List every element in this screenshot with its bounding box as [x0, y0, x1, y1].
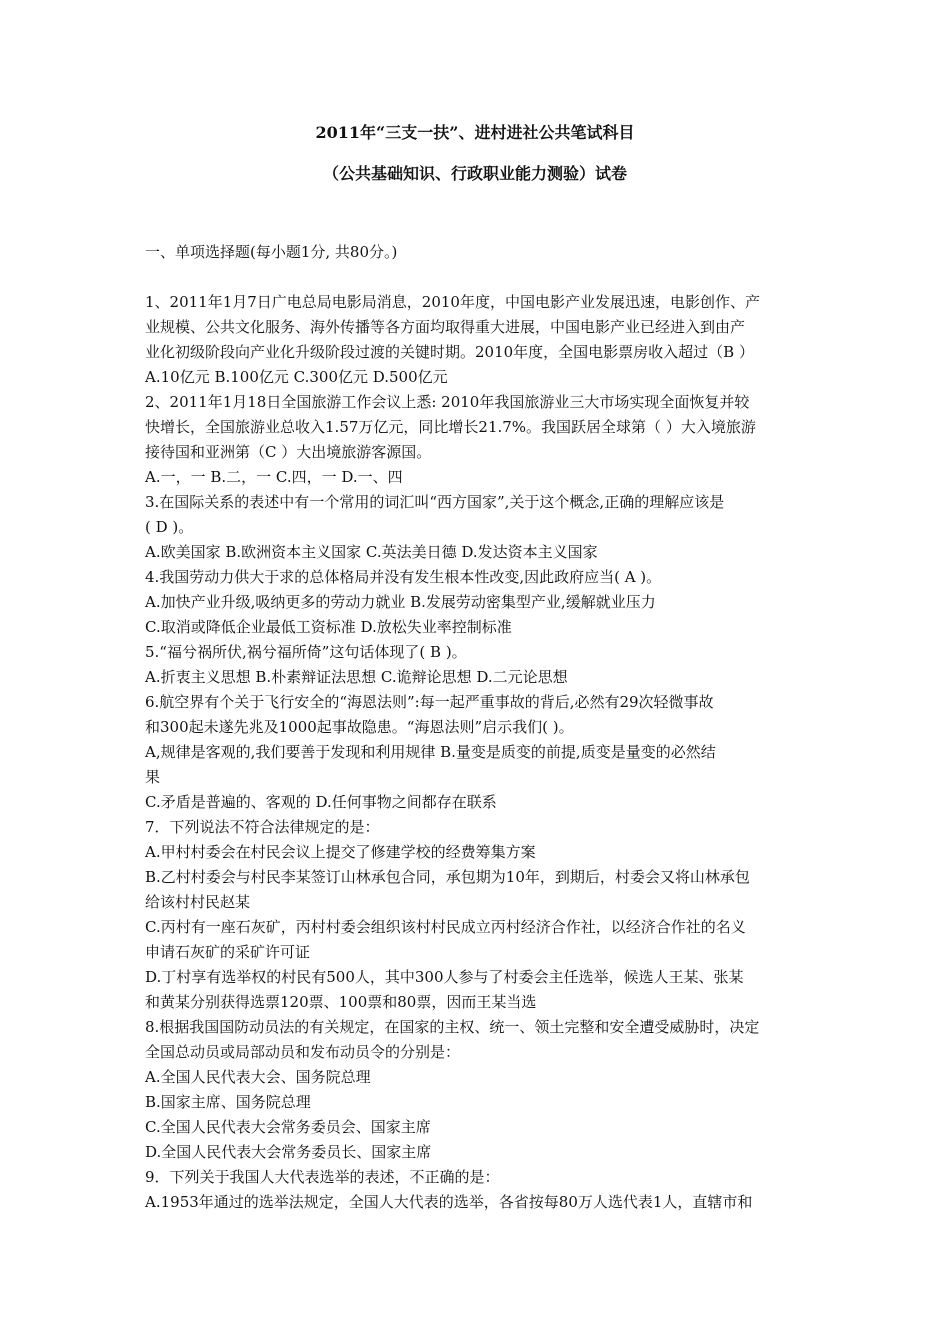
text-line: 果 — [145, 768, 161, 786]
text-line: 4.我国劳动力供大于求的总体格局并没有发生根本性改变,因此政府应当( A )。 — [145, 568, 662, 586]
text-line: B.乙村村委会与村民李某签订山林承包合同，承包期为10年，到期后，村委会又将山林承包 — [145, 868, 750, 886]
document-body — [145, 240, 815, 1215]
text-line: A.全国人民代表大会、国务院总理 — [145, 1068, 371, 1086]
text-line: A.甲村村委会在村民会议上提交了修建学校的经费筹集方案 — [145, 843, 536, 861]
text-line: D.丁村享有选举权的村民有500人，其中300人参与了村委会主任选举，候选人王某、张某 — [145, 968, 744, 986]
text-line: 和黄某分别获得选票120票、100票和80票，因而王某当选 — [145, 993, 537, 1011]
text-line: 给该村村民赵某 — [145, 893, 251, 911]
text-line: C.矛盾是普遍的、客观的 D.任何事物之间都存在联系 — [145, 793, 497, 811]
text-line: 业规模、公共文化服务、海外传播等各方面均取得重大进展，中国电影产业已经进入到由产 — [145, 318, 746, 336]
text-line: 5.“福兮祸所伏,祸兮福所倚”这句话体现了( B )。 — [145, 643, 467, 661]
text-line: 接待国和亚洲第（C ）大出境旅游客源国。 — [145, 443, 432, 461]
text-line: ( D )。 — [145, 518, 194, 536]
text-line: A.加快产业升级,吸纳更多的劳动力就业 B.发展劳动密集型产业,缓解就业压力 — [145, 593, 656, 611]
text-line: C.全国人民代表大会常务委员会、国家主席 — [145, 1118, 431, 1136]
spacer — [145, 265, 815, 290]
document-title-line-1: 2011年“三支一扶”、进村进社公共笔试科目 — [315, 123, 635, 142]
document-title-line-2: （公共基础知识、行政职业能力测验）试卷 — [322, 164, 627, 183]
text-line: A.10亿元 B.100亿元 C.300亿元 D.500亿元 — [145, 368, 448, 386]
question-text — [145, 290, 815, 1215]
text-line: A.欧美国家 B.欧洲资本主义国家 C.英法美日德 D.发达资本主义国家 — [145, 543, 598, 561]
text-line: C.取消或降低企业最低工资标准 D.放松失业率控制标准 — [145, 618, 512, 636]
text-line: 7．下列说法不符合法律规定的是： — [145, 818, 380, 836]
text-line: A,规律是客观的,我们要善于发现和利用规律 B.量变是质变的前提,质变是量变的必然结 — [145, 743, 716, 761]
text-line: 快增长，全国旅游业总收入1.57万亿元，同比增长21.7%。我国跃居全球第（ ）大入境旅游 — [145, 418, 756, 436]
text-line: 申请石灰矿的采矿许可证 — [145, 943, 311, 961]
text-line: 9．下列关于我国人大代表选举的表述，不正确的是： — [145, 1168, 500, 1186]
text-line: A.折衷主义思想 B.朴素辩证法思想 C.诡辩论思想 D.二元论思想 — [145, 668, 568, 686]
text-line: B.国家主席、国务院总理 — [145, 1093, 311, 1111]
text-line: D.全国人民代表大会常务委员长、国家主席 — [145, 1143, 432, 1161]
text-line: C.丙村有一座石灰矿，丙村村委会组织该村村民成立丙村经济合作社，以经济合作社的名义 — [145, 918, 746, 936]
text-line: 业化初级阶段向产业化升级阶段过渡的关键时期。2010年度，全国电影票房收入超过（B ） — [145, 343, 754, 361]
text-line: A.1953年通过的选举法规定，全国人大代表的选举，各省按每80万人选代表1人，直辖市和 — [145, 1193, 753, 1211]
text-line: 8.根据我国国防动员法的有关规定，在国家的主权、统一、领土完整和安全遭受威胁时，决定 — [145, 1018, 760, 1036]
text-line: 和300起未遂先兆及1000起事故隐患。“海恩法则”启示我们( )。 — [145, 718, 574, 736]
section-heading: 一、单项选择题(每小题1分, 共80分。) — [145, 243, 398, 261]
text-line: 6.航空界有个关于飞行安全的“海恩法则”:每一起严重事故的背后,必然有29次轻微事故 — [145, 693, 714, 711]
text-line: A.一，一 B.二，一 C.四，一 D.一、四 — [145, 468, 403, 486]
text-line: 2、2011年1月18日全国旅游工作会议上悉: 2010年我国旅游业三大市场实现全面恢复并较 — [145, 393, 750, 411]
text-line: 3.在国际关系的表述中有一个常用的词汇叫“西方国家”,关于这个概念,正确的理解应该是 — [145, 493, 725, 511]
text-line: 1、2011年1月7日广电总局电影局消息，2010年度，中国电影产业发展迅速，电影创作、产 — [145, 293, 760, 311]
text-line: 全国总动员或局部动员和发布动员令的分别是： — [145, 1043, 461, 1061]
